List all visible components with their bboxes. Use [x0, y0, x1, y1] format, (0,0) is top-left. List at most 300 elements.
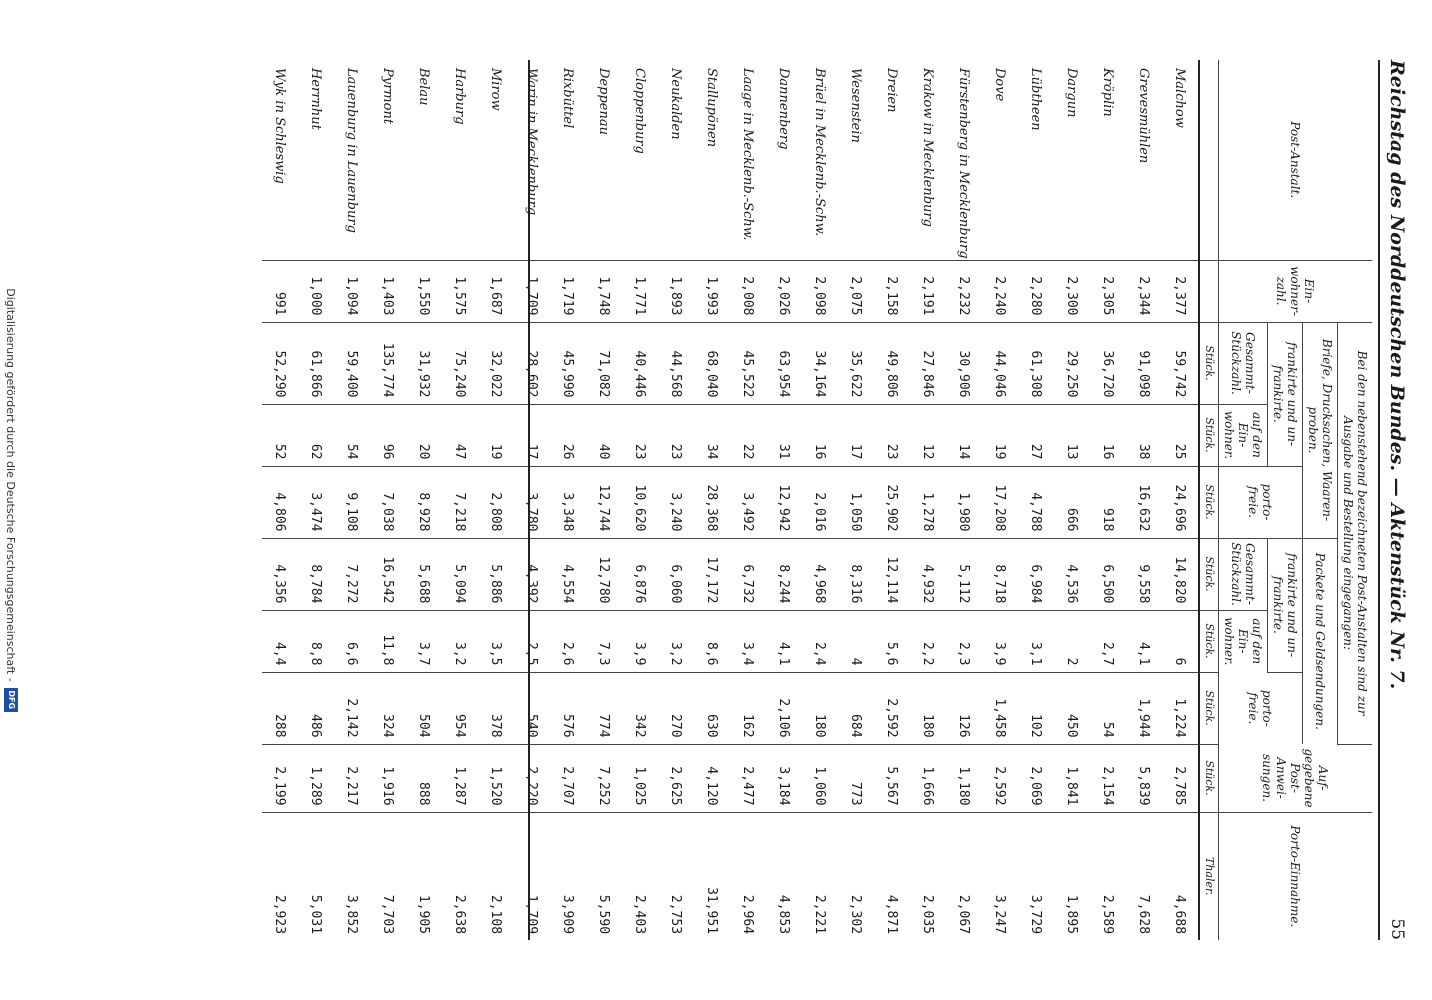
table-row	[370, 60, 406, 940]
cell-p-ges: 4,554	[550, 538, 586, 610]
col-group-title: Bei den nebenstehend bezeichneten Post-Anstalten sind zur Ausgabe und Bestellung eingegangen:	[1338, 322, 1373, 744]
table-row	[1090, 60, 1126, 940]
cell-b-pf: 3,474	[298, 466, 334, 538]
table-row	[838, 60, 874, 940]
table-row	[1054, 60, 1090, 940]
table-row	[1126, 60, 1162, 940]
cell-p-auf: 11,8	[370, 610, 406, 672]
cell-anw: 5,839	[1126, 744, 1162, 812]
post-office-name: Cloppenburg	[622, 60, 658, 260]
cell-b-ges: 34,164	[802, 322, 838, 404]
cell-b-pf: 8,928	[406, 466, 442, 538]
cell-p-auf: 4,4	[262, 610, 298, 672]
cell-p-ges: 6,984	[1018, 538, 1054, 610]
table-row	[910, 60, 946, 940]
cell-anw: 2,069	[1018, 744, 1054, 812]
cell-porto: 2,035	[920, 894, 936, 935]
cell-b-pf: 3,240	[658, 466, 694, 538]
cell-porto: 3,247	[992, 894, 1008, 935]
table-row	[442, 60, 478, 940]
cell-anw: 1,841	[1054, 744, 1090, 812]
cell-p-ges: 8,718	[982, 538, 1018, 610]
col-subgroup-frankirte-2: frankirte und un-frankirte.	[1268, 538, 1303, 672]
cell-b-auf: 62	[298, 404, 334, 466]
cell-p-pf: 954	[442, 672, 478, 744]
cell-anw: 1,666	[910, 744, 946, 812]
cell-p-ges: 5,688	[406, 538, 442, 610]
cell-porto: 4,853	[776, 894, 792, 935]
cell-p-auf: 6	[1162, 610, 1199, 672]
unit-cell: Stück.	[1199, 466, 1219, 538]
cell-anw: 1,060	[802, 744, 838, 812]
post-office-name: Rixbüttel	[550, 60, 586, 260]
cell-p-auf: 5,6	[874, 610, 910, 672]
table-row	[982, 60, 1018, 940]
cell-p-ges: 8,784	[298, 538, 334, 610]
cell-b-ges: 135,774	[370, 322, 406, 404]
post-office-name: Mirow	[478, 60, 514, 260]
cell-p-auf: 3,4	[730, 610, 766, 672]
cell-porto: 2,638	[452, 894, 468, 935]
cell-b-ges: 45,990	[550, 322, 586, 404]
cell-b-pf: 3,348	[550, 466, 586, 538]
cell-porto: 2,067	[956, 894, 972, 935]
cell-anw: 1,916	[370, 744, 406, 812]
cell-p-ges: 16,542	[370, 538, 406, 610]
cell-p-pf: 342	[622, 672, 658, 744]
cell-b-ges: 27,846	[910, 322, 946, 404]
cell-b-auf: 13	[1054, 404, 1090, 466]
cell-b-auf: 31	[766, 404, 802, 466]
cell-ein: 2,240	[982, 260, 1018, 322]
col-group-pakete: Packete und Geldsendungen.	[1303, 538, 1338, 744]
cell-p-ges: 6,876	[622, 538, 658, 610]
cell-porto: 7,703	[380, 894, 396, 935]
cell-b-pf: 1,980	[946, 466, 982, 538]
post-office-name: Kröplin	[1090, 60, 1126, 260]
cell-anw: 7,252	[586, 744, 622, 812]
post-office-name: Fürstenberg in Mecklenburg	[946, 60, 982, 260]
cell-p-ges: 6,500	[1090, 538, 1126, 610]
post-office-name: Dargun	[1054, 60, 1090, 260]
post-office-name: Neukalden	[658, 60, 694, 260]
cell-b-auf: 96	[370, 404, 406, 466]
cell-anw: 5,567	[874, 744, 910, 812]
cell-p-pf: 1,944	[1126, 672, 1162, 744]
cell-ein: 2,075	[838, 260, 874, 322]
cell-b-auf: 34	[694, 404, 730, 466]
cell-b-ges: 44,568	[658, 322, 694, 404]
table-row	[478, 60, 514, 940]
cell-porto: 2,403	[632, 894, 648, 935]
cell-b-pf: 10,620	[622, 466, 658, 538]
cell-p-ges: 4,932	[910, 538, 946, 610]
cell-porto: 1,709	[524, 894, 540, 935]
cell-ein: 2,026	[766, 260, 802, 322]
cell-p-pf: 54	[1090, 672, 1126, 744]
cell-porto: 5,031	[308, 894, 324, 935]
cell-p-ges: 7,272	[334, 538, 370, 610]
dfg-logo-icon: DFG	[4, 688, 18, 712]
cell-porto: 4,688	[1172, 894, 1188, 935]
cell-b-auf: 14	[946, 404, 982, 466]
cell-p-pf: 324	[370, 672, 406, 744]
cell-porto: 3,852	[344, 894, 360, 935]
cell-p-ges: 17,172	[694, 538, 730, 610]
cell-anw: 2,592	[982, 744, 1018, 812]
cell-p-auf: 2,2	[910, 610, 946, 672]
cell-porto: 3,909	[560, 894, 576, 935]
post-office-name: Laage in Mecklenb.-Schw.	[730, 60, 766, 260]
table-row	[766, 60, 802, 940]
cell-b-pf: 28,368	[694, 466, 730, 538]
cell-b-auf: 40	[586, 404, 622, 466]
post-office-name: Deppenau	[586, 60, 622, 260]
cell-b-pf: 918	[1090, 466, 1126, 538]
cell-b-ges: 75,240	[442, 322, 478, 404]
post-office-name: Krakow in Mecklenburg	[910, 60, 946, 260]
table-row	[622, 60, 658, 940]
cell-b-ges: 30,906	[946, 322, 982, 404]
cell-p-ges: 9,558	[1126, 538, 1162, 610]
cell-b-auf: 16	[802, 404, 838, 466]
cell-p-pf: 450	[1054, 672, 1090, 744]
cell-anw: 2,154	[1090, 744, 1126, 812]
cell-p-auf: 2,7	[1090, 610, 1126, 672]
cell-porto: 2,108	[488, 894, 504, 935]
table-row	[1162, 60, 1199, 940]
col-head-porto-einnahme: Porto-Einnahme.	[1219, 812, 1373, 940]
cell-b-pf: 1,278	[910, 466, 946, 538]
post-office-name: Wyk in Schleswig	[262, 60, 298, 260]
cell-b-pf: 7,218	[442, 466, 478, 538]
post-office-name: Warin in Mecklenburg	[514, 60, 550, 260]
cell-anw: 2,707	[550, 744, 586, 812]
units-row	[1199, 60, 1219, 940]
cell-p-auf: 2	[1054, 610, 1090, 672]
col-head-post-anstalt: Post-Anstalt.	[1219, 60, 1373, 260]
cell-ein: 1,403	[370, 260, 406, 322]
table-row	[1018, 60, 1054, 940]
cell-p-ges: 12,114	[874, 538, 910, 610]
document-title: Reichstag des Norddeutschen Bundes. — Aktenstück Nr. 7.	[1386, 60, 1408, 690]
cell-b-pf: 24,696	[1162, 466, 1199, 538]
post-office-name: Brüel in Mecklenb.-Schw.	[802, 60, 838, 260]
cell-b-pf: 17,208	[982, 466, 1018, 538]
unit-cell: Stück.	[1199, 672, 1219, 744]
col-head-auf-einwohner-1: auf den Ein-wohner.	[1219, 404, 1268, 466]
col-head-portofrei-2: porto-freie.	[1219, 672, 1303, 744]
cell-p-ges: 12,780	[586, 538, 622, 610]
cell-p-ges: 6,060	[658, 538, 694, 610]
table-row	[406, 60, 442, 940]
table-row	[874, 60, 910, 940]
cell-p-auf: 3,2	[442, 610, 478, 672]
cell-ein: 2,377	[1162, 260, 1199, 322]
cell-p-auf: 3,7	[406, 610, 442, 672]
cell-b-ges: 91,098	[1126, 322, 1162, 404]
cell-anw: 4,120	[694, 744, 730, 812]
cell-p-ges: 5,094	[442, 538, 478, 610]
post-statistics-table	[262, 60, 1372, 940]
cell-p-ges: 4,392	[514, 538, 550, 610]
cell-ein: 1,771	[622, 260, 658, 322]
cell-b-ges: 32,022	[478, 322, 514, 404]
cell-ein: 2,191	[910, 260, 946, 322]
cell-p-auf: 2,5	[514, 610, 550, 672]
post-office-name: Stallupönen	[694, 60, 730, 260]
digitization-credit	[0, 0, 22, 1000]
cell-ein: 1,709	[514, 260, 550, 322]
cell-b-ges: 52,290	[262, 322, 298, 404]
cell-p-pf: 180	[802, 672, 838, 744]
col-group-briefe: Briefe, Drucksachen, Waaren-proben.	[1303, 322, 1338, 538]
cell-ein: 2,158	[874, 260, 910, 322]
cell-b-auf: 23	[622, 404, 658, 466]
cell-ein: 1,575	[442, 260, 478, 322]
cell-anw: 1,520	[478, 744, 514, 812]
col-head-post-anweisungen: Auf-gegebene Post-Anwei-sungen.	[1219, 744, 1373, 812]
cell-ein: 1,550	[406, 260, 442, 322]
cell-b-ges: 45,522	[730, 322, 766, 404]
col-head-einwohnerzahl: Ein-wohner-zahl.	[1219, 260, 1373, 322]
cell-b-ges: 59,742	[1162, 322, 1199, 404]
cell-p-pf: 774	[586, 672, 622, 744]
cell-p-ges: 14,820	[1162, 538, 1199, 610]
cell-b-auf: 27	[1018, 404, 1054, 466]
post-office-name: Grevesmühlen	[1126, 60, 1162, 260]
cell-p-auf: 8,8	[298, 610, 334, 672]
cell-ein: 1,893	[658, 260, 694, 322]
cell-p-ges: 5,112	[946, 538, 982, 610]
cell-anw: 888	[406, 744, 442, 812]
cell-b-auf: 38	[1126, 404, 1162, 466]
cell-b-pf: 1,050	[838, 466, 874, 538]
table-row	[334, 60, 370, 940]
cell-p-auf: 3,2	[658, 610, 694, 672]
cell-p-ges: 6,732	[730, 538, 766, 610]
cell-p-auf: 4,1	[1126, 610, 1162, 672]
cell-p-pf: 378	[478, 672, 514, 744]
cell-p-ges: 5,886	[478, 538, 514, 610]
table-body	[262, 60, 1199, 940]
cell-b-auf: 52	[262, 404, 298, 466]
cell-ein: 2,305	[1090, 260, 1126, 322]
post-office-name: Dove	[982, 60, 1018, 260]
cell-ein: 2,344	[1126, 260, 1162, 322]
cell-p-pf: 2,142	[334, 672, 370, 744]
cell-p-auf: 8,6	[694, 610, 730, 672]
cell-porto: 5,590	[596, 894, 612, 935]
cell-p-pf: 162	[730, 672, 766, 744]
table-row	[586, 60, 622, 940]
cell-p-ges: 4,536	[1054, 538, 1090, 610]
running-header	[1382, 60, 1412, 940]
col-head-auf-einwohner-2: auf den Ein-wohner.	[1219, 610, 1268, 672]
cell-p-auf: 3,9	[622, 610, 658, 672]
cell-p-pf: 270	[658, 672, 694, 744]
col-subgroup-frankirte-1: frankirte und un-frankirte.	[1268, 322, 1303, 466]
post-office-name: Dannenberg	[766, 60, 802, 260]
table-row	[658, 60, 694, 940]
cell-porto: 1,895	[1064, 894, 1080, 935]
cell-p-pf: 180	[910, 672, 946, 744]
cell-b-auf: 16	[1090, 404, 1126, 466]
cell-b-auf: 19	[478, 404, 514, 466]
unit-cell: Stück.	[1199, 538, 1219, 610]
cell-p-auf: 4	[838, 610, 874, 672]
cell-b-pf: 2,808	[478, 466, 514, 538]
cell-b-auf: 20	[406, 404, 442, 466]
cell-anw: 1,287	[442, 744, 478, 812]
cell-ein: 2,232	[946, 260, 982, 322]
cell-porto: 2,221	[812, 894, 828, 935]
cell-porto: 2,589	[1100, 894, 1116, 935]
cell-b-ges: 28,602	[514, 322, 550, 404]
cell-porto: 2,302	[848, 894, 864, 935]
cell-p-pf: 540	[514, 672, 550, 744]
cell-b-ges: 29,250	[1054, 322, 1090, 404]
cell-p-auf: 2,6	[550, 610, 586, 672]
cell-b-ges: 36,720	[1090, 322, 1126, 404]
cell-ein: 1,993	[694, 260, 730, 322]
cell-b-ges: 63,954	[766, 322, 802, 404]
table-row	[262, 60, 298, 940]
post-office-name: Lübtheen	[1018, 60, 1054, 260]
cell-b-auf: 23	[658, 404, 694, 466]
cell-b-pf: 4,788	[1018, 466, 1054, 538]
cell-anw: 2,785	[1162, 744, 1199, 812]
cell-ein: 1,000	[298, 260, 334, 322]
table-row	[946, 60, 982, 940]
cell-porto: 1,905	[416, 894, 432, 935]
cell-p-auf: 4,1	[766, 610, 802, 672]
cell-p-auf: 3,1	[1018, 610, 1054, 672]
table-row	[298, 60, 334, 940]
cell-b-auf: 25	[1162, 404, 1199, 466]
col-head-portofrei-1: porto-freie.	[1219, 466, 1303, 538]
unit-cell: Thaler.	[1199, 812, 1219, 940]
cell-ein: 2,300	[1054, 260, 1090, 322]
cell-p-pf: 684	[838, 672, 874, 744]
cell-b-ges: 61,866	[298, 322, 334, 404]
col-head-gesammt-2: Gesammt-Stückzahl.	[1219, 538, 1268, 610]
cell-b-pf: 25,902	[874, 466, 910, 538]
cell-anw: 1,025	[622, 744, 658, 812]
cell-p-pf: 288	[262, 672, 298, 744]
unit-blank	[1199, 60, 1219, 260]
cell-porto: 2,753	[668, 894, 684, 935]
cell-b-auf: 22	[730, 404, 766, 466]
cell-ein: 1,719	[550, 260, 586, 322]
post-office-name: Wesenstein	[838, 60, 874, 260]
cell-p-pf: 630	[694, 672, 730, 744]
cell-b-ges: 59,400	[334, 322, 370, 404]
cell-anw: 1,289	[298, 744, 334, 812]
bottom-rule	[528, 60, 530, 940]
cell-ein: 2,280	[1018, 260, 1054, 322]
cell-p-ges: 8,316	[838, 538, 874, 610]
cell-p-pf: 486	[298, 672, 334, 744]
cell-p-ges: 4,968	[802, 538, 838, 610]
post-office-name: Dreien	[874, 60, 910, 260]
cell-ein: 2,098	[802, 260, 838, 322]
cell-p-pf: 1,224	[1162, 672, 1199, 744]
cell-porto: 2,964	[740, 894, 756, 935]
cell-b-pf: 4,806	[262, 466, 298, 538]
credit-text: Digitalisierung gefördert durch die Deutsche Forschungsgemeinschaft -	[4, 288, 18, 682]
cell-b-pf: 12,942	[766, 466, 802, 538]
cell-b-auf: 17	[514, 404, 550, 466]
unit-cell: Stück.	[1199, 744, 1219, 812]
top-rule	[1378, 60, 1380, 940]
cell-b-pf: 3,492	[730, 466, 766, 538]
cell-b-pf: 16,632	[1126, 466, 1162, 538]
cell-anw: 2,217	[334, 744, 370, 812]
cell-p-pf: 2,592	[874, 672, 910, 744]
cell-porto: 3,729	[1028, 894, 1044, 935]
cell-b-pf: 3,780	[514, 466, 550, 538]
table-row	[514, 60, 550, 940]
cell-p-pf: 576	[550, 672, 586, 744]
cell-ein: 2,008	[730, 260, 766, 322]
cell-p-auf: 7,3	[586, 610, 622, 672]
cell-p-pf: 126	[946, 672, 982, 744]
cell-p-ges: 8,244	[766, 538, 802, 610]
post-office-name: Lauenburg in Lauenburg	[334, 60, 370, 260]
cell-b-ges: 49,806	[874, 322, 910, 404]
unit-cell: Stück.	[1199, 404, 1219, 466]
cell-b-pf: 12,744	[586, 466, 622, 538]
unit-blank	[1199, 260, 1219, 322]
table-row	[730, 60, 766, 940]
cell-b-auf: 19	[982, 404, 1018, 466]
cell-b-pf: 2,016	[802, 466, 838, 538]
cell-b-ges: 40,446	[622, 322, 658, 404]
cell-porto: 7,628	[1136, 894, 1152, 935]
post-office-name: Malchow	[1162, 60, 1199, 260]
cell-porto: 4,871	[884, 894, 900, 935]
cell-b-pf: 9,108	[334, 466, 370, 538]
cell-anw: 2,477	[730, 744, 766, 812]
cell-p-auf: 2,4	[802, 610, 838, 672]
table-row	[694, 60, 730, 940]
cell-b-ges: 35,622	[838, 322, 874, 404]
cell-p-auf: 6,6	[334, 610, 370, 672]
cell-porto: 31,951	[704, 887, 720, 935]
cell-ein: 1,748	[586, 260, 622, 322]
cell-anw: 2,199	[262, 744, 298, 812]
cell-b-ges: 71,082	[586, 322, 622, 404]
table-row	[550, 60, 586, 940]
cell-ein: 1,687	[478, 260, 514, 322]
post-office-name: Pyrmont	[370, 60, 406, 260]
cell-ein: 991	[262, 260, 298, 322]
cell-b-ges: 31,932	[406, 322, 442, 404]
cell-b-auf: 23	[874, 404, 910, 466]
cell-anw: 773	[838, 744, 874, 812]
cell-p-auf: 2,3	[946, 610, 982, 672]
unit-cell: Stück.	[1199, 322, 1219, 404]
cell-anw: 1,180	[946, 744, 982, 812]
cell-anw: 2,625	[658, 744, 694, 812]
cell-p-pf: 2,106	[766, 672, 802, 744]
cell-p-pf: 1,458	[982, 672, 1018, 744]
cell-ein: 1,094	[334, 260, 370, 322]
cell-b-ges: 61,308	[1018, 322, 1054, 404]
cell-anw: 2,220	[514, 744, 550, 812]
cell-b-pf: 7,038	[370, 466, 406, 538]
